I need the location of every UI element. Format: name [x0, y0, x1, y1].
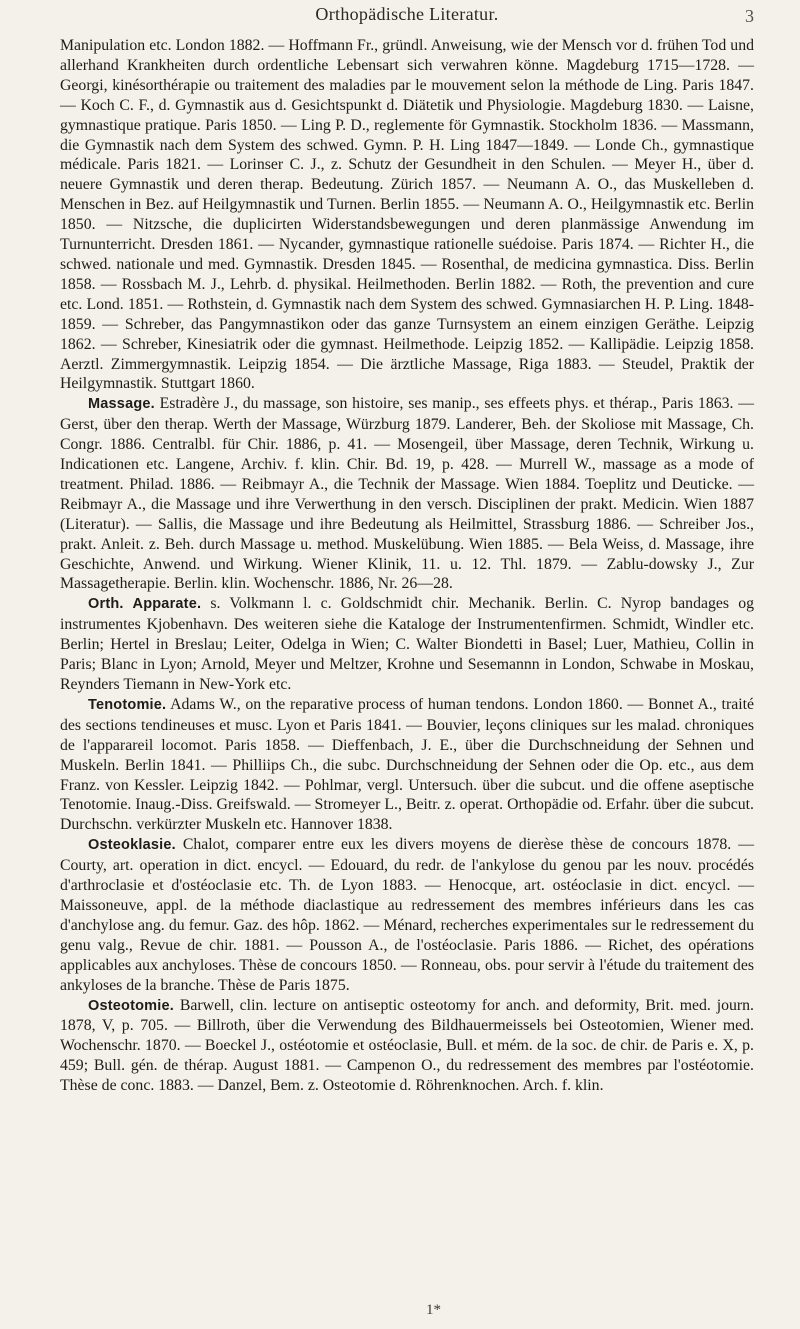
section-heading: Osteotomie. — [88, 997, 174, 1014]
section-orth-apparate — [60, 594, 754, 695]
section-text: Estradère J., du massage, son histoire, ses manip., ses effeets phys. et thérap., Paris 1863. — Gerst, über den therap. Werth der Massage, Würzburg 1879. Landerer, Beh. der Skoliose mit Massage, Ch. Congr. 1886. Centralbl. für Chir. 1886, p. 41. — Mosengeil, über Massage, deren Technik, Wirkung u. Indicationen etc. Langene, Archiv. f. klin. Chir. Bd. 19, p. 428. — Murrell W., massage as a mode of treatment. Philad. 1886. — Reibmayr A., die Technik der Massage. Wien 1884. Toeplitz und Deuticke. — Reibmayr A., die Massage und ihre Verwerthung in den versch. Disciplinen der prakt. Medicin. Wien 1887 (Literatur). — Sallis, die Massage und ihre Bedeutung als Heilmittel, Strassburg 1886. — Schreiber Jos., prakt. Anleit. z. Beh. durch Massage u. method. Muskelübung. Wien 1885. — Bela Weiss, d. Massage, ihre Geschichte, Anwend. und Wirkung. Wiener Klinik, 11. u. 12. Thl. 1879. — Zablu-dowsky J., Zur Massagetherapie. Berlin. klin. Wochenschr. 1886, Nr. 26—28. — [60, 395, 754, 593]
page-title: Orthopädische Literatur. — [315, 4, 499, 24]
running-header — [60, 4, 754, 28]
page-number: 3 — [745, 6, 754, 26]
sheet-signature: 1* — [426, 1302, 441, 1318]
section-heading: Tenotomie. — [88, 696, 167, 713]
section-osteotomie — [60, 996, 754, 1097]
section-text: Barwell, clin. lecture on antiseptic osteotomy for anch. and deformity, Brit. med. journ. 1878, V, p. 705. — Billroth, über die Verwendung des Bildhauermeissels bei Osteotomien, Wiener med. Wochenschr. 1870. — Boeckel J., ostéotomie et ostéoclasie, Bull. et mém. de la soc. de chir. de Paris e. X, p. 459; Bull. gén. de thérap. August 1881. — Campenon O., du redressement des membres par l'ostéotomie. Thèse de conc. 1883. — Danzel, Bem. z. Osteotomie d. Röhrenknochen. Arch. f. klin. — [60, 996, 754, 1095]
bibliography-body — [60, 36, 754, 1096]
section-text: Chalot, comparer entre eux les divers moyens de dierèse thèse de concours 1878. — Courty, art. operation in dict. encycl. — Edouard, du redr. de l'ankylose du genou par les nouv. procédés d'arthroclasie et d'ostéoclasie etc. Th. de Lyon 1883. — Henocque, art. ostéoclasie in dict. encycl. — Maissoneuve, appl. de la méthode diaclastique au redressement des membres inférieurs dans les cas d'anchylose ang. du femur. Gaz. des hôp. 1862. — Ménard, recherches experimentales sur le redressement du genu valg., Revue de chir. 1881. — Pousson A., de l'ostéoclasie. Paris 1886. — Richet, des opérations applicables aux anchyloses. Thèse de concours 1850. — Ronneau, obs. pour servir à l'étude du traitement des ankyloses de la branche. Thèse de Paris 1875. — [60, 836, 754, 994]
section-heading: Osteoklasie. — [88, 837, 176, 854]
page — [60, 0, 754, 1329]
section-heading: Orth. Apparate. — [88, 596, 202, 613]
continued-entry: Manipulation etc. London 1882. — Hoffmann Fr., gründl. Anweisung, wie der Mensch vor d. frühen Tod und allerhand Krankheiten durch ordentliche Lebensart sich verwahren könne. Magdeburg 1715—1728. — Georgi, kinésorthérapie ou traitement des maladies par le mouvement selon la méthode de Ling. Paris 1847. — Koch C. F., d. Gymnastik aus d. Gesichtspunkt d. Diätetik und Physiologie. Magdeburg 1830. — Laisne, gymnastique pratique. Paris 1850. — Ling P. D., reglemente för Gymnastik. Stockholm 1836. — Massmann, die Gymnastik nach dem System des schwed. Gymn. P. H. Ling 1847—1849. — Londe Ch., gymnastique médicale. Paris 1821. — Lorinser C. J., z. Schutz der Gesundheit in den Schulen. — Meyer H., über d. neuere Gymnastik und deren therap. Bedeutung. Zürich 1857. — Neumann A. O., das Muskelleben d. Menschen in Bez. auf Heilgymnastik und Turnen. Berlin 1855. — Neumann A. O., Heilgymnastik etc. Berlin 1850. — Nitzsche, die duplicirten Widerstandsbewegungen und deren planmässige Anwendung im Turnunterricht. Dresden 1861. — Nycander, gymnastique rationelle suédoise. Paris 1874. — Richter H., die schwed. nationale und med. Gymnastik. Dresden 1845. — Rosenthal, de medicina gymnastica. Diss. Berlin 1858. — Rossbach M. J., Lehrb. d. physikal. Heilmethoden. Berlin 1882. — Roth, the prevention and cure etc. Lond. 1851. — Rothstein, d. Gymnastik nach dem System des schwed. Gymnasiarchen H. P. Ling. 1848-1859. — Schreber, das Pangymnastikon oder das ganze Turnsystem an einem einzigen Geräthe. Leipzig 1862. — Schreber, Kinesiatrik oder die gymnast. Heilmethode. Leipzig 1852. — Kallipädie. Leipzig 1858. Aerztl. Zimmergymnastik. Leipzig 1854. — Die ärztliche Massage, Riga 1883. — Steudel, Praktik der Heilgymnastik. Stuttgart 1860. — [60, 37, 754, 393]
section-text: Adams W., on the reparative process of human tendons. London 1860. — Bonnet A., traité des sections tendineuses et musc. Lyon et Paris 1841. — Bouvier, leçons cliniques sur les malad. chroniques de l'apparareil locomot. Paris 1858. — Dieffenbach, J. E., über die Durchschneidung der Sehnen und Muskeln. Berlin 1841. — Philliips Ch., die subc. Durchschneidung der Sehnen oder die Op. etc., aus dem Franz. von Kessler. Leipzig 1842. — Pohlmar, vergl. Untersuch. über die subcut. und die offene aseptische Tenotomie. Inaug.-Diss. Greifswald. — Stromeyer L., Beitr. z. operat. Orthopädie od. Erfahr. über die subcut. Durchschn. verkürzter Muskeln etc. Hannover 1838. — [60, 695, 755, 834]
section-massage — [60, 394, 754, 594]
section-osteoklasie — [60, 835, 754, 995]
section-tenotomie — [60, 695, 754, 835]
section-text: s. Volkmann l. c. Goldschmidt chir. Mechanik. Berlin. C. Nyrop bandages og instrumentes Kjobenhavn. Des weiteren siehe die Kataloge der Instrumentenfirmen. Schmidt, Windler etc. Berlin; Hertel in Breslau; Leiter, Odelga in Wien; C. Walter Biondetti in Basel; Luer, Mathieu, Collin in Paris; Blanc in Lyon; Arnold, Meyer und Meltzer, Krohne und Sesemannn in London, Schwabe in Moskau, Reynders Tiemann in New-York etc. — [60, 595, 754, 693]
section-heading: Massage. — [88, 396, 155, 413]
